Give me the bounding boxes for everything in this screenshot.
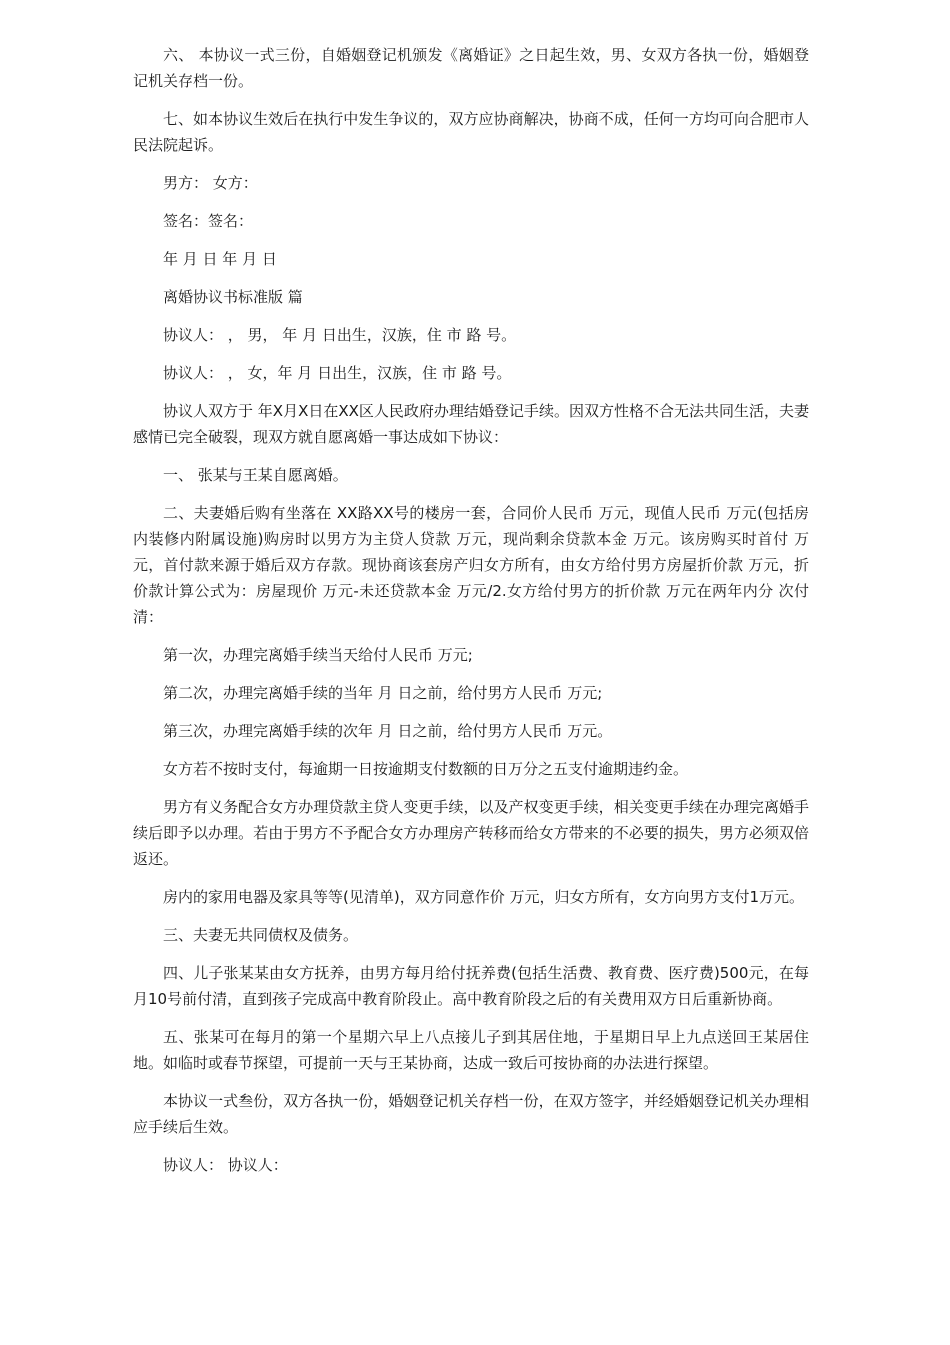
signatories: 协议人： 协议人： [163, 1156, 288, 1174]
date-line: 年 月 日 年 月 日 [163, 250, 277, 268]
clause-five: 五、张某可在每月的第一个星期六早上八点接儿子到其居住地，于星期日早上九点送回王某居住地。如临时或春节探望，可提前一天与王某协商，达成一致后可按协商的办法进行探望。 [133, 1028, 809, 1072]
signature-line: 签名：签名： [163, 212, 254, 230]
section-title: 离婚协议书标准版 篇 [163, 288, 303, 306]
transfer-duty: 男方有义务配合女方办理贷款主贷人变更手续，以及产权变更手续，相关变更手续在办理完离婚手续后即予以办理。若由于男方不予配合女方办理房产转移而给女方带来的不必要的损失，男方必须双倍返还。 [133, 798, 809, 868]
payment-first: 第一次，办理完离婚手续当天给付人民币 万元; [163, 646, 473, 664]
copies-clause: 本协议一式叁份，双方各执一份，婚姻登记机关存档一份，在双方签字，并经婚姻登记机关办理相应手续后生效。 [133, 1092, 809, 1136]
clause-two: 二、夫妻婚后购有坐落在 XX路XX号的楼房一套，合同价人民币 万元，现值人民币 万元(包括房内装修内附属设施)购房时以男方为主贷人贷款 万元，现尚剩余贷款本金 万元。该房购买时首付 万元，首付款来源于婚后双方存款。现协商该套房产归女方所有，由女方给付男方房屋折价款 万元，折价款计算公式为：房屋现价 万元-未还贷款本金 万元/2.女方给付男方的折价款 万元在两年内分 次付清： [133, 504, 809, 626]
preamble: 协议人双方于 年X月X日在XX区人民政府办理结婚登记手续。因双方性格不合无法共同生活，夫妻感情已完全破裂，现双方就自愿离婚一事达成如下协议： [133, 402, 809, 446]
clause-six: 六、 本协议一式三份，自婚姻登记机颁发《离婚证》之日起生效，男、女双方各执一份，婚姻登记机关存档一份。 [133, 46, 809, 90]
party-line: 男方： 女方： [163, 174, 258, 192]
late-penalty: 女方若不按时支付，每逾期一日按逾期支付数额的日万分之五支付逾期违约金。 [163, 760, 689, 778]
party-female: 协议人： ， 女，年 月 日出生，汉族，住 市 路 号。 [163, 364, 512, 382]
clause-three: 三、夫妻无共同债权及债务。 [163, 926, 359, 944]
party-male: 协议人： ， 男， 年 月 日出生，汉族，住 市 路 号。 [163, 326, 517, 344]
document-body [133, 42, 809, 1190]
clause-one: 一、 张某与王某自愿离婚。 [163, 466, 348, 484]
appliances: 房内的家用电器及家具等等(见清单)，双方同意作价 万元，归女方所有，女方向男方支付1万元。 [163, 888, 805, 906]
clause-four: 四、儿子张某某由女方抚养，由男方每月给付抚养费(包括生活费、教育费、医疗费)500元，在每月10号前付清，直到孩子完成高中教育阶段止。高中教育阶段之后的有关费用双方日后重新协商。 [133, 964, 809, 1008]
clause-seven: 七、如本协议生效后在执行中发生争议的，双方应协商解决，协商不成，任何一方均可向合肥市人民法院起诉。 [133, 110, 809, 154]
payment-second: 第二次，办理完离婚手续的当年 月 日之前，给付男方人民币 万元; [163, 684, 603, 702]
payment-third: 第三次，办理完离婚手续的次年 月 日之前，给付男方人民币 万元。 [163, 722, 613, 740]
